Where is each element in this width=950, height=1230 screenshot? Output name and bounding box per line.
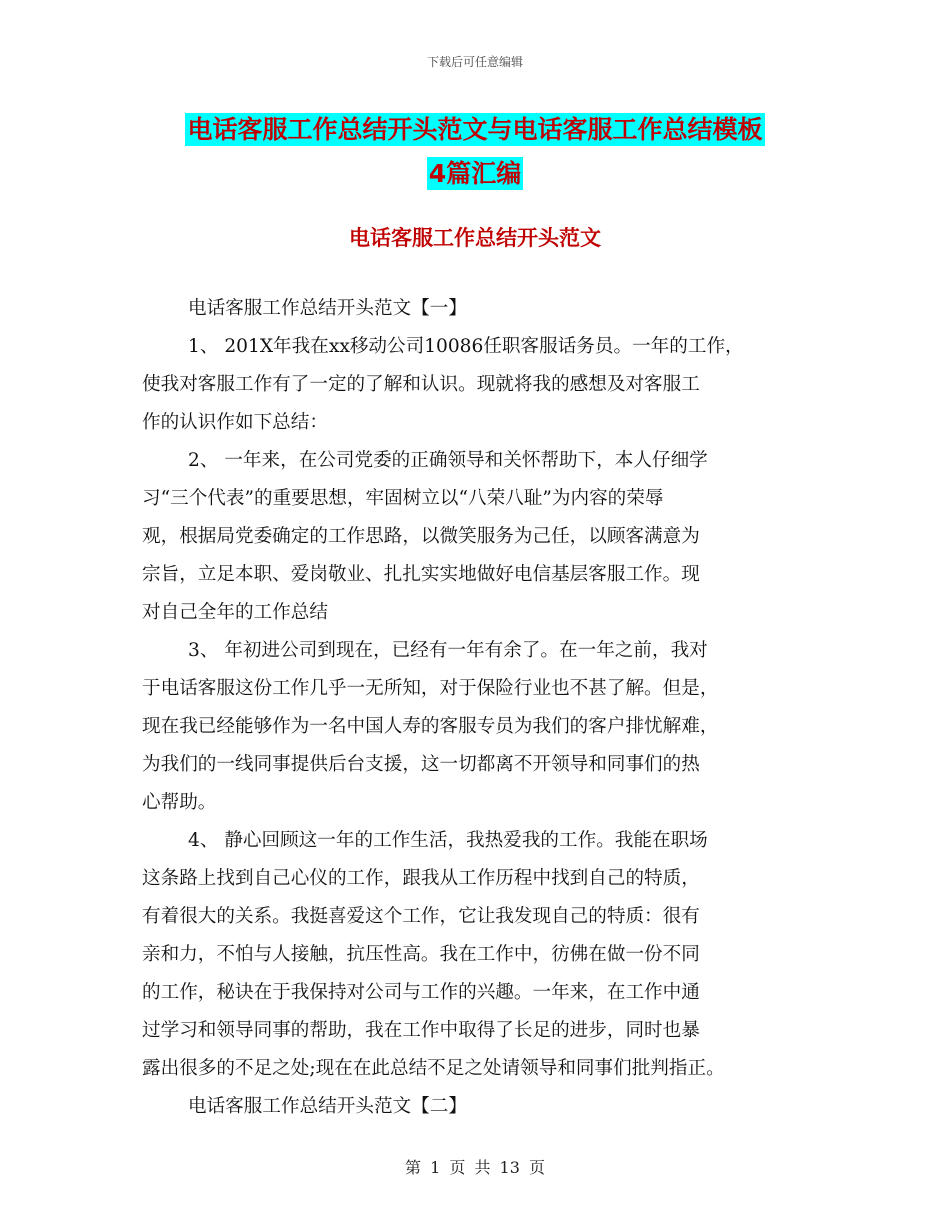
body-line: 有着很大的关系。我挺喜爱这个工作，它让我发现自己的特质：很有: [142, 906, 700, 927]
body-line: 宗旨，立足本职、爱岗敬业、扎扎实实地做好电信基层客服工作。现: [142, 564, 700, 585]
body-line: 的工作，秘诀在于我保持对公司与工作的兴趣。一年来，在工作中通: [142, 982, 700, 1003]
title-line-1: 电话客服工作总结开头范文与电话客服工作总结模板: [187, 115, 763, 144]
body-line: 心帮助。: [142, 792, 217, 813]
body-line: 过学习和领导同事的帮助，我在工作中取得了长足的进步，同时也暴: [142, 1020, 700, 1041]
body-line: 3、 年初进公司到现在，已经有一年有余了。在一年之前，我对: [188, 640, 708, 661]
body-line: 对自己全年的工作总结: [142, 602, 328, 623]
body-line: 1、 201X年我在xx移动公司10086任职客服话务员。一年的工作，: [188, 336, 744, 357]
body-line: 2、 一年来，在公司党委的正确领导和关怀帮助下，本人仔细学: [188, 450, 708, 471]
page-number-footer: 第 1 页 共 13 页: [405, 1158, 545, 1177]
body-line: 习“三个代表”的重要思想，牢固树立以“八荣八耻”为内容的荣辱: [142, 488, 664, 509]
body-line: 于电话客服这份工作几乎一无所知，对于保险行业也不甚了解。但是，: [142, 678, 719, 699]
document-title: [0, 108, 950, 196]
body-line: 使我对客服工作有了一定的了解和认识。现就将我的感想及对客服工: [142, 374, 700, 395]
section-title: 电话客服工作总结开头范文: [349, 226, 601, 250]
body-line: 为我们的一线同事提供后台支援，这一切都离不开领导和同事们的热: [142, 754, 700, 775]
body-line: 作的认识作如下总结：: [142, 412, 328, 433]
body-line: 电话客服工作总结开头范文【二】: [188, 1096, 467, 1117]
header-note: 下载后可任意编辑: [426, 55, 523, 69]
body-text: [142, 290, 822, 1126]
body-line: 电话客服工作总结开头范文【一】: [188, 298, 467, 319]
body-line: 亲和力，不怕与人接触，抗压性高。我在工作中，彷佛在做一份不同: [142, 944, 700, 965]
body-line: 这条路上找到自己心仪的工作，跟我从工作历程中找到自己的特质，: [142, 868, 700, 889]
body-line: 露出很多的不足之处;现在在此总结不足之处请领导和同事们批判指正。: [142, 1058, 725, 1079]
body-line: 4、 静心回顾这一年的工作生活，我热爱我的工作。我能在职场: [188, 830, 708, 851]
body-line: 观，根据局党委确定的工作思路，以微笑服务为己任，以顾客满意为: [142, 526, 700, 547]
title-line-2: 4篇汇编: [428, 159, 522, 188]
body-line: 现在我已经能够作为一名中国人寿的客服专员为我们的客户排忧解难，: [142, 716, 719, 737]
